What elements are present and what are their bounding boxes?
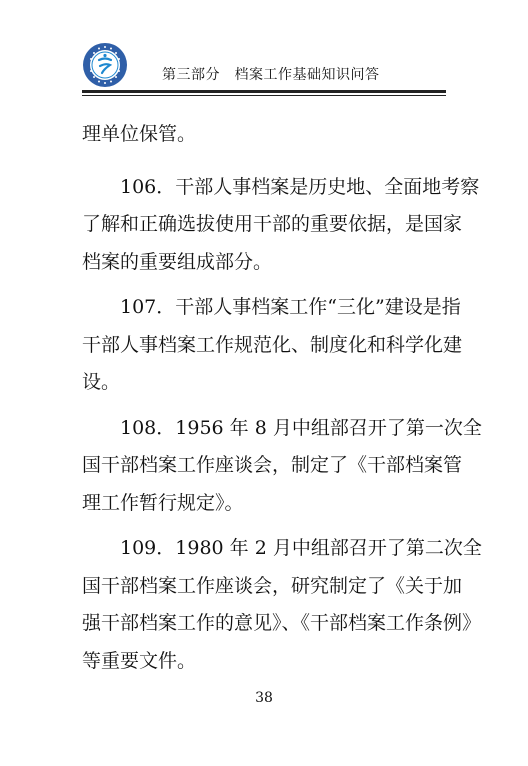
paragraph-continued	[82, 116, 448, 154]
circular-seal-logo-icon	[82, 42, 128, 88]
text-line: 设。	[82, 371, 121, 393]
text-line: 理单位保管。	[82, 123, 197, 145]
text-line: 强干部档案工作的意见》、《干部档案工作条例》	[82, 612, 482, 634]
text-line: 107．干部人事档案工作“三化”建设是指	[120, 296, 461, 318]
text-line: 档案的重要组成部分。	[82, 250, 273, 273]
text-line: 109．1980 年 2 月中组部召开了第二次全	[120, 537, 482, 559]
page-number: 38	[255, 690, 273, 706]
section-title: 档案工作基础知识问答	[234, 67, 380, 83]
running-header-title	[162, 64, 380, 84]
text-line: 106．干部人事档案是历史地、全面地考察	[120, 175, 480, 198]
text-line: 国干部档案工作座谈会，制定了《干部档案管	[82, 454, 463, 476]
paragraph-106	[82, 169, 480, 282]
paragraph-109	[82, 530, 482, 680]
text-line: 108．1956 年 8 月中组部召开了第一次全	[120, 416, 482, 439]
paragraph-107	[82, 289, 463, 402]
header-rule-thick	[82, 90, 446, 93]
body-text	[82, 116, 482, 688]
section-label: 第三部分	[162, 67, 220, 83]
text-line: 了解和正确选拔使用干部的重要依据，是国家	[82, 213, 463, 235]
text-line: 干部人事档案工作规范化、制度化和科学化建	[82, 333, 463, 356]
text-line: 等重要文件。	[82, 649, 197, 672]
page-header	[0, 0, 528, 100]
header-rule-thin	[82, 95, 446, 96]
text-line: 理工作暂行规定》。	[82, 491, 244, 514]
text-line: 国干部档案工作座谈会，研究制定了《关于加	[82, 574, 463, 597]
paragraph-108	[82, 410, 482, 523]
